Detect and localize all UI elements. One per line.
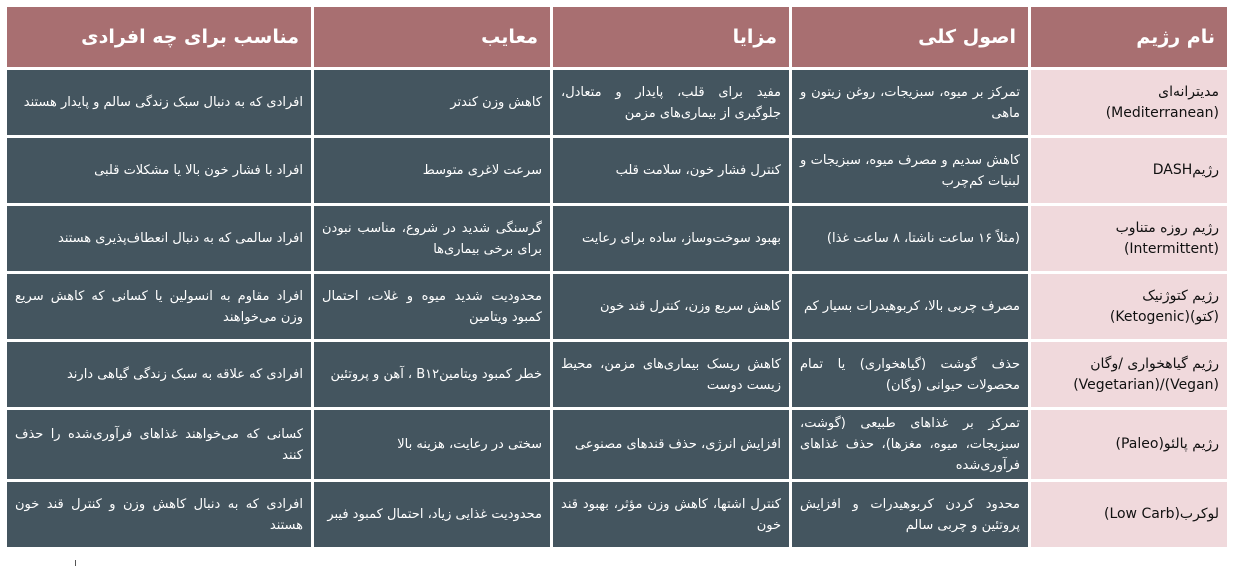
diet-name-text: لوکرب(Low Carb) bbox=[1103, 506, 1219, 522]
cell-disadvantages: گرسنگی شدید در شروع، مناسب نبودن برای برخی بیماری‌ها bbox=[314, 206, 550, 271]
cell-diet-name bbox=[1031, 410, 1227, 479]
cell-advantages: مفید برای قلب، پایدار و متعادل، جلوگیری از بیماری‌های مزمن bbox=[553, 70, 789, 135]
header-disadvantages: معایب bbox=[314, 7, 550, 67]
cell-disadvantages: محدودیت شدید میوه و غلات، احتمال کمبود ویتامین bbox=[314, 274, 550, 339]
header-diet-name: نام رژیم bbox=[1031, 7, 1227, 67]
cell-disadvantages: سرعت لاغری متوسط bbox=[314, 138, 550, 203]
diet-comparison-table-container bbox=[4, 4, 1230, 550]
cell-principles: تمرکز بر میوه، سبزیجات، روغن زیتون و ماهی bbox=[792, 70, 1028, 135]
table-row bbox=[7, 138, 1227, 203]
diet-name-latin: (Mediterranean) bbox=[1105, 104, 1219, 121]
diet-name-text: مدیترانه‌ای bbox=[1158, 83, 1219, 100]
cell-principles: تمرکز بر غذاهای طبیعی (گوشت، سبزیجات، میوه، مغزها)، حذف غذاهای فرآوری‌شده bbox=[792, 410, 1028, 479]
cell-diet-name bbox=[1031, 70, 1227, 135]
cell-principles: کاهش سدیم و مصرف میوه، سبزیجات و لبنیات کم‌چرب bbox=[792, 138, 1028, 203]
cell-suitable-for: افرادی که به دنبال کاهش وزن و کنترل قند خون هستند bbox=[7, 482, 311, 547]
table-row bbox=[7, 70, 1227, 135]
cell-suitable-for: افراد با فشار خون بالا یا مشکلات قلبی bbox=[7, 138, 311, 203]
diet-name-latin: (Vegan)/(Vegetarian) bbox=[1073, 376, 1219, 393]
table-row bbox=[7, 274, 1227, 339]
header-suitable-for: مناسب برای چه افرادی bbox=[7, 7, 311, 67]
cell-advantages: کنترل فشار خون، سلامت قلب bbox=[553, 138, 789, 203]
diet-name-text: رژیمDASH bbox=[1152, 162, 1219, 178]
cell-disadvantages: سختی در رعایت، هزینه بالا bbox=[314, 410, 550, 479]
cell-advantages: بهبود سوخت‌وساز، ساده برای رعایت bbox=[553, 206, 789, 271]
table-row bbox=[7, 206, 1227, 271]
text-cursor-mark bbox=[75, 560, 76, 566]
table-row bbox=[7, 342, 1227, 407]
cell-principles: حذف گوشت (گیاهخواری) یا تمام محصولات حیوانی (وگان) bbox=[792, 342, 1028, 407]
cell-advantages: کاهش سریع وزن، کنترل قند خون bbox=[553, 274, 789, 339]
header-principles: اصول کلی bbox=[792, 7, 1028, 67]
cell-diet-name bbox=[1031, 342, 1227, 407]
diet-comparison-table bbox=[4, 4, 1230, 550]
cell-suitable-for: افراد مقاوم به انسولین یا کسانی که کاهش سریع وزن می‌خواهند bbox=[7, 274, 311, 339]
cell-principles: مصرف چربی بالا، کربوهیدرات بسیار کم bbox=[792, 274, 1028, 339]
diet-name-text: رژیم گیاهخواری /وگان bbox=[1090, 355, 1219, 372]
cell-suitable-for: افرادی که علاقه به سبک زندگی گیاهی دارند bbox=[7, 342, 311, 407]
cell-disadvantages: کاهش وزن کندتر bbox=[314, 70, 550, 135]
cell-advantages: کاهش ریسک بیماری‌های مزمن، محیط زیست دوست bbox=[553, 342, 789, 407]
diet-name-latin: (Intermittent) bbox=[1123, 240, 1219, 257]
diet-name-text: رژیم روزه متناوب bbox=[1115, 219, 1219, 236]
cell-suitable-for: افرادی که به دنبال سبک زندگی سالم و پایدار هستند bbox=[7, 70, 311, 135]
cell-suitable-for: افراد سالمی که به دنبال انعطاف‌پذیری هستند bbox=[7, 206, 311, 271]
cell-diet-name bbox=[1031, 138, 1227, 203]
header-row bbox=[7, 7, 1227, 67]
cell-principles: (مثلاً ۱۶ ساعت ناشتا، ۸ ساعت غذا) bbox=[792, 206, 1028, 271]
cell-disadvantages: خطر کمبود ویتامینB۱۲ ، آهن و پروتئین bbox=[314, 342, 550, 407]
cell-disadvantages: محدودیت غذایی زیاد، احتمال کمبود فیبر bbox=[314, 482, 550, 547]
header-advantages: مزایا bbox=[553, 7, 789, 67]
diet-name-text: رژیم کتوژنیک bbox=[1142, 287, 1219, 304]
cell-diet-name bbox=[1031, 274, 1227, 339]
table-row bbox=[7, 482, 1227, 547]
diet-name-text: رژیم پالئو(Paleo) bbox=[1115, 436, 1219, 452]
cell-advantages: کنترل اشتها، کاهش وزن مؤثر، بهبود قند خون bbox=[553, 482, 789, 547]
cell-suitable-for: کسانی که می‌خواهند غذاهای فرآوری‌شده را حذف کنند bbox=[7, 410, 311, 479]
cell-diet-name bbox=[1031, 206, 1227, 271]
diet-name-latin: (کتو)(Ketogenic) bbox=[1109, 308, 1219, 325]
cell-diet-name bbox=[1031, 482, 1227, 547]
table-row bbox=[7, 410, 1227, 479]
cell-principles: محدود کردن کربوهیدرات و افزایش پروتئین و چربی سالم bbox=[792, 482, 1028, 547]
cell-advantages: افزایش انرژی، حذف قندهای مصنوعی bbox=[553, 410, 789, 479]
